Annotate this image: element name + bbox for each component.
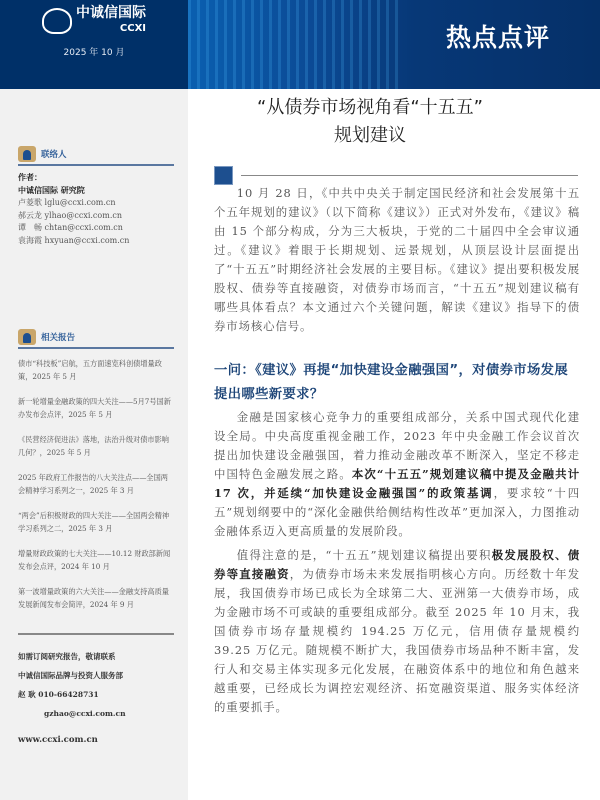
author-entry: 郝云龙 ylhao@ccxi.com.cn — [18, 210, 122, 220]
logo-en: CCXI — [119, 23, 146, 34]
contacts-title: 联络人 — [41, 150, 67, 160]
banner-title: 热点点评 — [445, 23, 550, 52]
related-report-link[interactable]: 《民营经济促进法》落地，法治升级对债市影响几何？，2025 年 5 月 — [18, 435, 169, 457]
subscription-footer — [18, 633, 174, 750]
logo-cn: 中诚信国际 — [76, 5, 146, 21]
report-date: 2025 年 10 月 — [63, 48, 125, 58]
title-line1: “从债券市场视角看“十五五” — [257, 97, 483, 118]
author-entry: 袁海霞 hxyuan@ccxi.com.cn — [18, 235, 130, 245]
related-report-link[interactable]: 债市“科技板”启航，五方面速览科创债增量政策，2025 年 5 月 — [18, 359, 162, 381]
contacts-section — [18, 146, 174, 247]
author-label: 作者： — [18, 173, 42, 182]
banner — [188, 0, 600, 89]
author-entry: 卢菱歌 lglu@ccxi.com.cn — [18, 198, 116, 207]
related-title: 相关报告 — [41, 333, 76, 343]
related-report-link[interactable]: 2025 年政府工作报告的八大关注点——全国两会精神学习系列之一，2025 年 3 月 — [18, 473, 168, 495]
intro-paragraph — [214, 184, 580, 336]
sidebar — [0, 0, 188, 800]
related-report-link[interactable]: 新一轮增量金融政策的四大关注——5月7号国新办发布会点评，2025 年 5 月 — [18, 397, 171, 419]
question-1-heading: 一问：《建议》再提“加快建设金融强国”，对债券市场发展提出哪些新要求？ — [214, 363, 569, 402]
data-graphic — [188, 0, 398, 89]
footer-line1: 如需订阅研究报告，敬请联系 — [18, 652, 116, 661]
related-reports-section — [18, 329, 174, 624]
pen-icon — [214, 166, 233, 185]
title-line2: 规划建议 — [334, 125, 406, 146]
footer-website[interactable]: www.ccxi.com.cn — [18, 735, 98, 745]
footer-contact: 赵 耿 010-66428731 — [18, 690, 99, 699]
elephant-logo-icon — [42, 8, 72, 34]
intro-text: 10 月 28 日，《中共中央关于制定国民经济和社会发展第十五个五年规划的建议》（以下简称《建议》）正式对外发布，《建议》稿由 15 个部分构成，分为三大板块，于党的二十届四中全会审议通过。《建议》着眼于长期规划、远景规划，从顶层设计层面提出了“十五五”时期经济社会发展的主要目标。《建议》提出要积极发展股权、债券等直接融资，对债券市场而言，“十五五”规划建议稿有哪些具体看点？本文通过六个关键问题，解读《建议》指导下的债券市场核心信号。 — [214, 186, 580, 333]
related-report-link[interactable]: 增量财政政策的七大关注——10.12 财政部新闻发布会点评，2024 年 10 月 — [18, 549, 171, 571]
paragraph-3: 值得注意的是，“十五五”规划建议稿提出要积极发展股权、债券等直接融资，为债券市场未来发展指明核心方向。历经数十年发展，我国债券市场已成长为全球第二大、亚洲第一大债券市场，成为金融市场不可或缺的重要组成部分。截至 2025 年 10 月末，我国债券市场存量规模约 194.25 万亿元，信用债存量规模约 39.25 万亿元。随规模不断扩大，我国债券市场品种不断丰富，发行人和交易主体实现多元化发展，在融资体系中的地位和角色越来越重要，已经成长为调控宏观经济、拓宽融资渠道、服务实体经济的重要抓手。 — [214, 548, 580, 714]
section-divider — [214, 166, 578, 185]
related-report-link[interactable]: “两会”后积极财政的四大关注——全国两会精神学习系列之二，2025 年 3 月 — [18, 511, 170, 533]
share-icon — [18, 329, 36, 345]
footer-email[interactable]: gzhao@ccxi.com.cn — [44, 709, 126, 718]
contact-person-icon — [18, 146, 36, 162]
body-paragraphs — [214, 408, 580, 717]
ccxi-logo — [42, 6, 146, 36]
footer-line2: 中诚信国际品牌与投资人服务部 — [18, 671, 123, 680]
page-title — [200, 94, 540, 150]
author-entry: 谭 畅 chtan@ccxi.com.cn — [18, 223, 123, 232]
paragraph-2: 金融是国家核心竞争力的重要组成部分，关系中国式现代化建设全局。中央高度重视金融工作，2023 年中央金融工作会议首次提出加快建设金融强国，着力推动金融改革不断深入，坚定不移走中国特色金融发展之路。本次“十五五”规划建议稿中提及金融共计 17 次，并延续“加快建设金融强国”的政策基调，要求较“十四五”规划纲要中的“深化金融供给侧结构性改革”更加深入，力图推动金融体系迈入更高质量的发展阶段。 — [214, 410, 581, 538]
author-org: 中诚信国际 研究院 — [18, 185, 85, 195]
sidebar-header — [0, 0, 188, 89]
related-report-link[interactable]: 第一波增量政策的六大关注——金融支持高质量发展新闻发布会简评，2024 年 9 月 — [18, 587, 169, 609]
